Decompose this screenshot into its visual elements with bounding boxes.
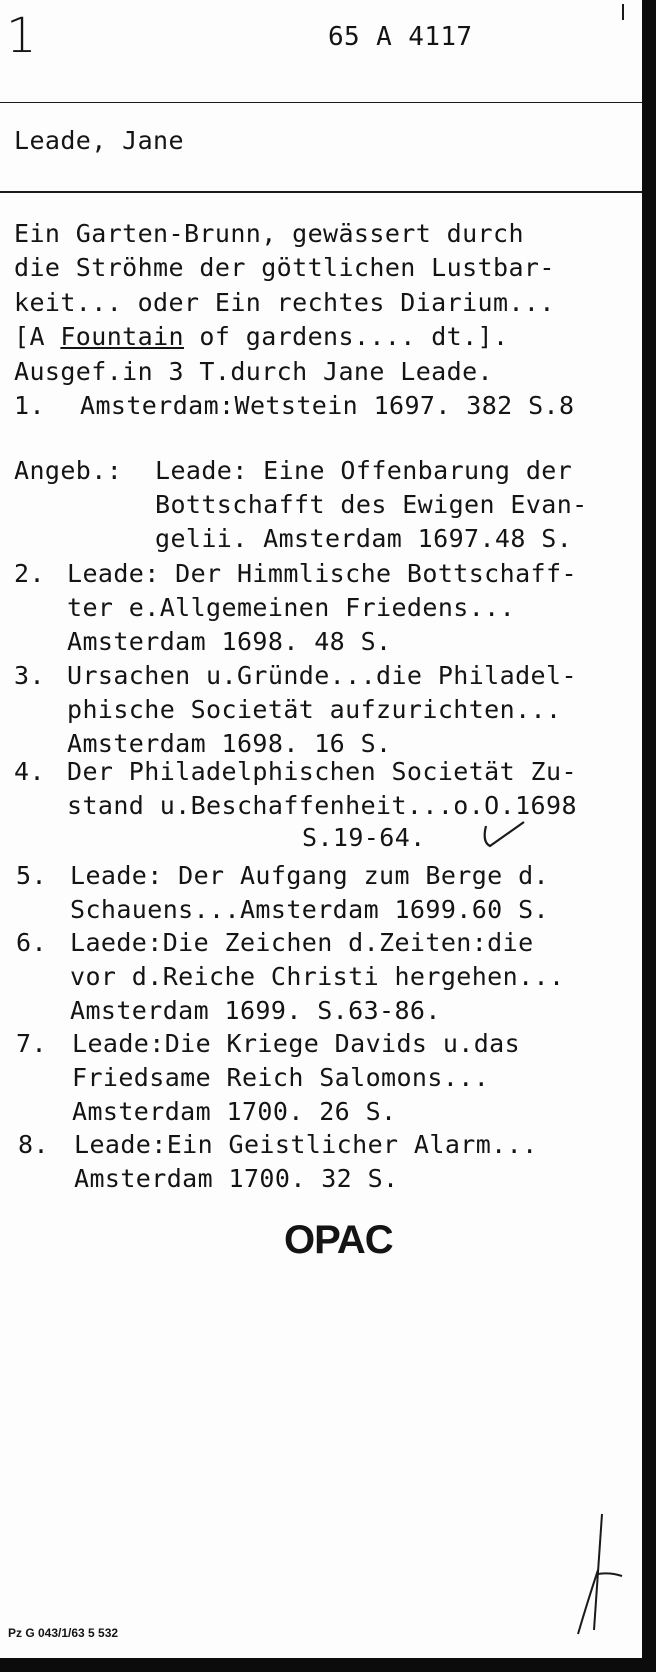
item-line: Leade: Der Himmlische Bottschaff-	[67, 559, 577, 588]
volume-imprint: Amsterdam:Wetstein 1697. 382 S.8	[80, 391, 575, 420]
shelfmark: 65 A 4117	[328, 22, 473, 52]
item-line: Laede:Die Zeichen d.Zeiten:die	[70, 928, 534, 957]
bound-with-line: gelii. Amsterdam 1697.48 S.	[155, 524, 573, 553]
bound-with-line: Bottschafft des Ewigen Evan-	[155, 490, 588, 519]
item-number: 3.	[14, 661, 45, 690]
item-line: Amsterdam 1700. 32 S.	[74, 1164, 399, 1193]
original-title-rest: of gardens.... dt.].	[183, 322, 509, 351]
item-line: Amsterdam 1700. 26 S.	[72, 1097, 397, 1126]
title-line: Ein Garten-Brunn, gewässert durch	[14, 219, 524, 248]
item-line: Ursachen u.Gründe...die Philadel-	[67, 661, 577, 690]
checkmark-icon	[480, 818, 530, 852]
item-number: 4.	[14, 757, 45, 786]
item-line: Amsterdam 1698. 48 S.	[67, 627, 392, 656]
title-line-original	[14, 322, 508, 352]
item-line: Leade:Ein Geistlicher Alarm...	[74, 1130, 538, 1159]
bound-with-label: Angeb.:	[14, 456, 123, 485]
original-title-word: Fountain	[60, 322, 184, 351]
item-line: Amsterdam 1699. S.63-86.	[70, 996, 441, 1025]
item-number: 8.	[18, 1130, 49, 1159]
item-line: vor d.Reiche Christi hergehen...	[70, 962, 565, 991]
item-number: 6.	[16, 928, 47, 957]
item-line: Der Philadelphischen Societät Zu-	[67, 757, 577, 786]
title-line: keit... oder Ein rechtes Diarium...	[14, 288, 555, 317]
editor-line: Ausgef.in 3 T.durch Jane Leade.	[14, 357, 493, 386]
item-number: 2.	[14, 559, 45, 588]
card-edge-bottom	[0, 1658, 656, 1672]
opac-stamp: OPAC	[284, 1218, 393, 1262]
item-number: 7.	[16, 1029, 47, 1058]
signature-mark	[560, 1510, 630, 1640]
header-rule	[0, 102, 642, 103]
item-line: Leade:Die Kriege Davids u.das	[72, 1029, 521, 1058]
card-edge-right	[642, 0, 656, 1672]
item-line: ter e.Allgemeinen Friedens...	[67, 593, 516, 622]
bracket-open: [A	[14, 322, 61, 351]
item-line: Schauens...Amsterdam 1699.60 S.	[70, 895, 549, 924]
bound-with-line: Leade: Eine Offenbarung der	[155, 456, 573, 485]
item-line: Amsterdam 1698. 16 S.	[67, 729, 392, 758]
title-line: die Ströhme der göttlichen Lustbar-	[14, 253, 555, 282]
volume-number: 1.	[14, 391, 45, 420]
item-line: S.19-64.	[302, 823, 426, 852]
footer-print-code: Pz G 043/1/63 5 532	[8, 1626, 119, 1640]
author-rule	[0, 191, 642, 193]
corner-number: 1	[6, 8, 37, 64]
item-line: Leade: Der Aufgang zum Berge d.	[70, 861, 549, 890]
item-number: 5.	[16, 861, 47, 890]
edge-tick	[622, 4, 624, 20]
author-heading: Leade, Jane	[14, 126, 184, 155]
item-line: stand u.Beschaffenheit...o.O.1698	[67, 791, 577, 820]
item-line: phische Societät aufzurichten...	[67, 695, 562, 724]
item-line: Friedsame Reich Salomons...	[72, 1063, 490, 1092]
